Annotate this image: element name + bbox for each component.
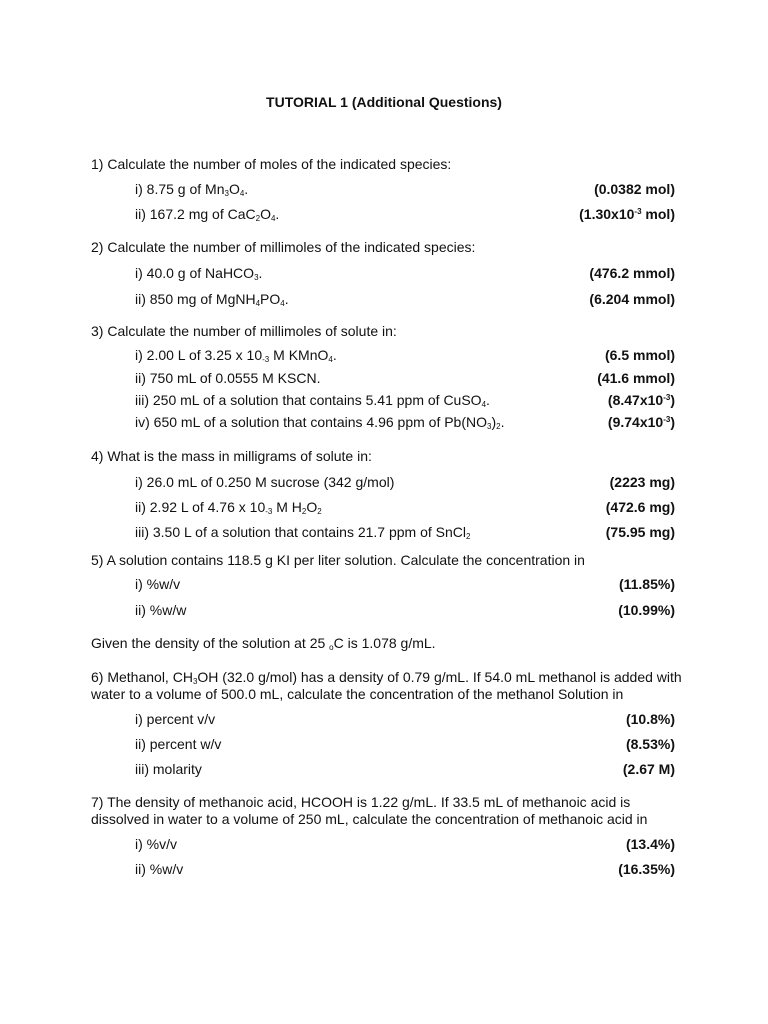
question-6-part-ii: [135, 736, 675, 754]
question-2-part-i: [135, 265, 675, 283]
question-3-part-i: [135, 347, 675, 365]
question-7-part-i: [135, 836, 675, 854]
question-6-part-i: [135, 711, 675, 729]
answer: (6.5 mmol): [604, 347, 675, 363]
question-5-part-ii: [135, 602, 675, 620]
part-label: i) percent v/v: [135, 711, 216, 727]
question-2-stem: 2) Calculate the number of millimoles of the indicated species:: [91, 239, 476, 255]
part-label: ii) %w/w: [135, 602, 187, 618]
question-3-part-ii: [135, 370, 675, 388]
answer: (2.67 M): [622, 761, 675, 777]
answer: ($1.30x10^{-3}$ mol): [579, 206, 675, 222]
question-5-stem: 5) A solution contains 118.5 g KI per liter solution. Calculate the concentration in: [91, 552, 585, 568]
question-5-part-i: [135, 576, 675, 594]
part-label: ii) 850 mg of $MgNH_4PO_4$.: [135, 291, 289, 308]
answer: (13.4%): [625, 836, 675, 852]
answer: (10.99%): [618, 602, 675, 618]
answer: (16.35%): [618, 861, 675, 877]
question-2-part-ii: [135, 291, 675, 309]
question-4-part-ii: [135, 499, 675, 517]
part-label: ii) 2.92 L of 4.76 x 10-3 M $H_2O_2$: [135, 499, 322, 516]
answer: (11.85%): [618, 576, 675, 592]
answer: (75.95 mg): [605, 524, 675, 540]
question-6-part-iii: [135, 761, 675, 779]
question-1-part-i: [135, 181, 675, 199]
part-label: iii) 3.50 L of a solution that contains 21.7 ppm of SnCl$_2$: [135, 524, 471, 541]
part-label: iii) molarity: [135, 761, 202, 777]
part-label: i) 26.0 mL of 0.250 M sucrose (342 g/mol): [135, 474, 395, 490]
answer: (472.6 mg): [605, 499, 675, 515]
question-4-part-iii: [135, 524, 675, 542]
question-4-part-i: [135, 474, 675, 492]
part-label: iii) 250 mL of a solution that contains 5.41 ppm of CuSO$_4$.: [135, 392, 490, 409]
question-5-given: Given the density of the solution at 25 oC is 1.078 g/mL.: [91, 635, 436, 652]
answer: $(9.74x10^{-3})$: [607, 414, 675, 430]
part-label: i) %v/v: [135, 836, 177, 852]
question-3-part-iii: [135, 392, 675, 410]
part-label: i) %w/v: [135, 576, 181, 592]
answer: (476.2 mmol): [589, 265, 675, 281]
part-label: ii) percent w/v: [135, 736, 222, 752]
answer: (0.0382 mol): [594, 181, 675, 197]
question-6-stem: 6) Methanol, $CH_3OH$ (32.0 g/mol) has a density of 0.79 g/mL. If 54.0 mL methanol is added with water to a volume of 500.0 mL, calculate the concentration of the methanol Solution in: [91, 669, 682, 702]
question-7-stem: 7) The density of methanoic acid, HCOOH is 1.22 g/mL. If 33.5 mL of methanoic acid is dissolved in water to a volume of 250 mL, calculate the concentration of methanoic acid in: [91, 794, 648, 827]
part-label: i) 8.75 g of $Mn_3O_4$.: [135, 181, 249, 198]
question-4-stem: 4) What is the mass in milligrams of solute in:: [91, 448, 372, 464]
answer: (6.204 mmol): [589, 291, 675, 307]
part-label: ii) 167.2 mg of $CaC_2O_4$.: [135, 206, 280, 223]
answer: (41.6 mmol): [597, 370, 675, 386]
part-label: iv) 650 mL of a solution that contains 4.96 ppm of $Pb(NO_3)_2$.: [135, 414, 505, 431]
page-title: TUTORIAL 1 (Additional Questions): [266, 94, 502, 110]
answer: $(8.47x10^{-3})$: [607, 392, 675, 408]
question-7-part-ii: [135, 861, 675, 879]
question-3-part-iv: [135, 414, 675, 432]
part-label: ii) %w/v: [135, 861, 184, 877]
part-label: i) 40.0 g of NaHCO$_3$.: [135, 265, 263, 282]
part-label: ii) 750 mL of 0.0555 M KSCN.: [135, 370, 321, 386]
answer: (10.8%): [625, 711, 675, 727]
question-3-stem: 3) Calculate the number of millimoles of solute in:: [91, 323, 397, 339]
question-1-stem: 1) Calculate the number of moles of the indicated species:: [91, 156, 452, 172]
question-1-part-ii: [135, 206, 675, 224]
answer: (8.53%): [625, 736, 675, 752]
part-label: i) 2.00 L of 3.25 x 10-3 M KMnO$_4$.: [135, 347, 337, 364]
answer: (2223 mg): [609, 474, 675, 490]
